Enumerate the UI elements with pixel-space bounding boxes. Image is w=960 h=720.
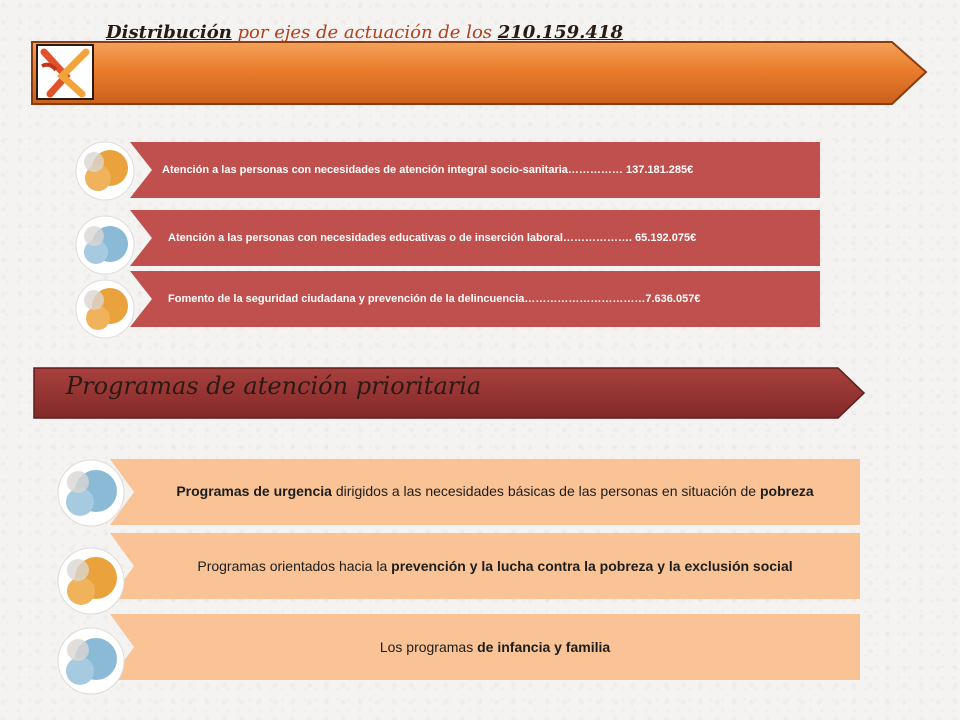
logo-icon [36,44,94,100]
axis-item-1: Atención a las personas con necesidades de atención integral socio-sanitaria…………… 137.181.285€ [162,164,694,176]
program-1-text: dirigidos a las necesidades básicas de las personas en situación de [331,483,760,499]
program-item-3 [140,614,850,680]
program-1-bold-1: Programas de urgencia [176,483,332,499]
program-item-1 [140,459,850,523]
blue-circles-icon [74,214,136,276]
title-amount: 210.159.418 [497,22,624,43]
section-title [66,372,481,400]
axis-item-3: Fomento de la seguridad ciudadana y prevención de la delincuencia……………………………7.636.057€ [168,293,701,305]
program-item-2 [140,533,850,599]
title-banner [30,38,930,108]
program-2-bold: prevención y la lucha contra la pobreza y la exclusión social [391,558,793,574]
program-3-text: Los programas [379,639,478,655]
section-title-part-1: Programas [66,372,199,400]
axis-item-2: Atención a las personas con necesidades educativas o de inserción laboral………………. 65.192.075€ [168,232,697,244]
title-part-1: Distribución [106,22,232,43]
orange-circles-icon [56,546,126,616]
blue-circles-icon [56,626,126,696]
section-title-part-2: de atención prioritaria [198,372,482,400]
title-part-2: por ejes de actuación de los [231,22,498,43]
title-text [106,22,623,43]
blue-circles-icon [56,458,126,528]
program-2-text: Programas orientados hacia la [197,558,392,574]
orange-circles-icon [74,278,136,340]
program-3-bold: de infancia y familia [477,639,611,655]
program-1-bold-2: pobreza [759,483,814,499]
orange-circles-icon [74,140,136,202]
